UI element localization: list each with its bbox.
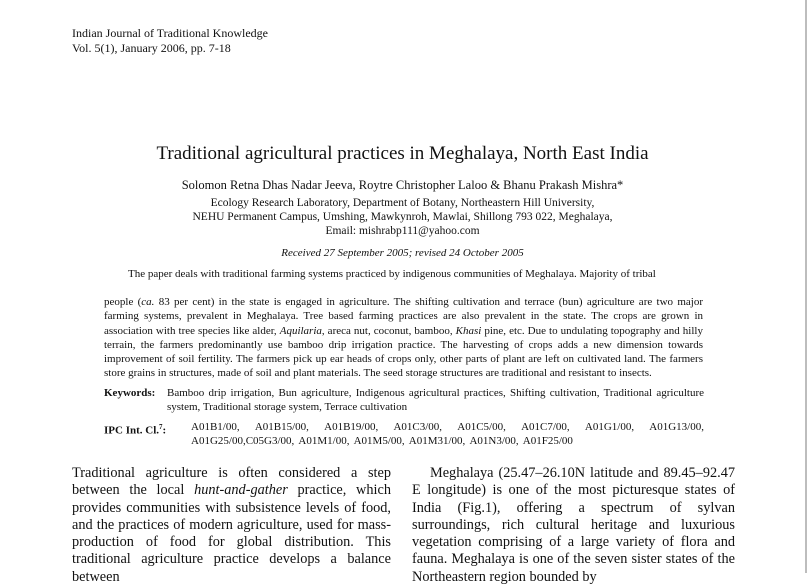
abstract-italic-khasi: Khasi [455, 324, 482, 337]
abstract-text: , areca nut, coconut, bamboo, [321, 324, 456, 337]
keywords-text: Bamboo drip irrigation, Bun agriculture, Indigenous agricultural practices, Shifting cultivation, Traditional agriculture system, Traditional storage system, Terrace cultivation [167, 387, 704, 414]
ipc-label: IPC Int. Cl.$^7$: [104, 423, 167, 437]
paper-authors: Solomon Retna Dhas Nadar Jeeva, Roytre Christopher Laloo & Bhanu Prakash Mishra* [181, 178, 624, 192]
journal-name: Indian Journal of Traditional Knowledge [72, 26, 268, 40]
received-dates: Received 27 September 2005; revised 24 October 2005 [281, 247, 524, 259]
keywords-label: Keywords: [104, 387, 156, 399]
affiliation-line: Ecology Research Laboratory, Department of Botany, Northeastern Hill University, [210, 197, 595, 209]
abstract-italic-ca: ca. [141, 296, 155, 308]
abstract-first-line: The paper deals with traditional farming systems practiced by indigenous communities of Meghalaya. Majority of tribal [128, 268, 656, 280]
abstract-italic-aquilaria: Aquilaria [279, 324, 322, 337]
ipc-codes: A01B1/00, A01B15/00, A01B19/00, A01C3/00, A01C5/00, A01C7/00, A01G1/00, A01G13/00, A01G25/00,C05G3/00, A01M1/00, A01M5/00, A01M31/00, A01N3/00, A01F25/00 [191, 421, 704, 448]
author-affiliation [0, 196, 805, 238]
page-edge-rule [805, 0, 807, 573]
journal-volume: Vol. 5(1), January 2006, pp. 7-18 [72, 41, 231, 55]
body-italic-term: hunt-and-gather [194, 482, 288, 499]
body-column-left [72, 465, 391, 586]
author-email: Email: mishrabp111@yahoo.com [325, 225, 480, 237]
body-column-right [412, 465, 735, 586]
body-text: Meghalaya (25.47–26.10N latitude and 89.45–92.47 E longitude) is one of the most picturesque states of India (Fig.1), offering a spectrum of sylvan surroundings, rich cultural heritage and luxurious vegetation comprising of a large variety of flora and fauna. Meghalaya is one of the seven sister states of the Northeastern region bounded by [412, 465, 735, 585]
ipc-superscript: 7 [159, 423, 163, 431]
affiliation-line: NEHU Permanent Campus, Umshing, Mawkynroh, Mawlai, Shillong 793 022, Meghalaya, [192, 211, 613, 223]
abstract-text: people ( [104, 296, 142, 308]
body-text: Traditional agriculture is often considered a step between the local [72, 465, 391, 499]
abstract-text: pine, etc. Due to undulating topography and hilly terrain, the farmers predominantly use bamboo drip irrigation practice. The harvesting of crops adds a new dimension towards improvement of soil fertility. The farmers pick up ear heads of crops only, other parts of plant are left on cultivated land. The farmers store grains in structures, made of soil and plant materials. The seed storage structures are traditional and resistant to insects. [104, 324, 703, 380]
body-text: practice, which provides communities with subsistence levels of food, and the practices of modern agriculture, used for mass-production of food for global distribution. This traditional agriculture practice develops a balance between [72, 482, 392, 585]
paper-title: Traditional agricultural practices in Meghalaya, North East India [156, 143, 649, 164]
abstract-text: 83 per cent) in the state is engaged in agriculture. The shifting cultivation and terrace (bun) agriculture are two major farming systems, prevalent in Meghalaya. Tree based farming practices are also prevalent in the state. The crops are grown in association with tree species like alder, [104, 296, 704, 337]
abstract-body [104, 295, 703, 381]
journal-header [72, 26, 268, 56]
